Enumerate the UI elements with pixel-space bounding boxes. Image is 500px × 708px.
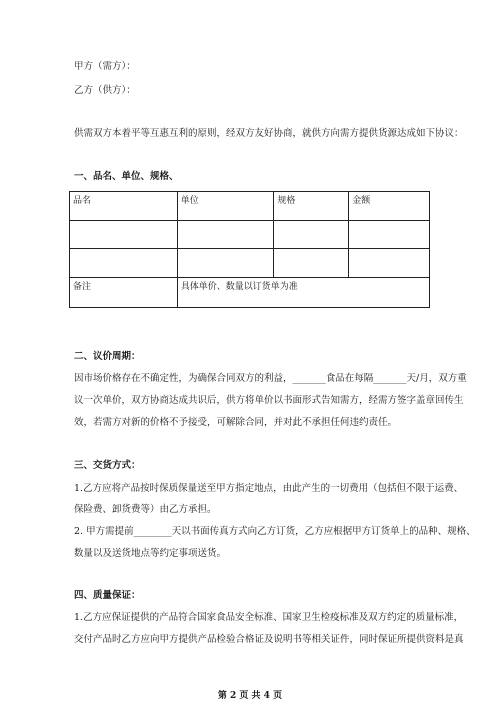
header-name: 品名 — [70, 192, 178, 221]
table-cell — [274, 221, 349, 249]
table-cell — [70, 221, 178, 249]
section3-line: 1.乙方应将产品按时保质保量送至甲方指定地点，由此产生的一切费用（包括但不限于运费、 — [74, 483, 464, 494]
section2-title: 二、议价周期： — [74, 351, 141, 362]
table-row — [70, 249, 430, 278]
table-cell — [70, 249, 178, 278]
header-unit: 单位 — [177, 192, 274, 221]
section4-line: 1.乙方应保证提供的产品符合国家食品安全标准、国家卫生检疫标准及双方约定的质量标准， — [74, 612, 464, 623]
party-b-label: 乙方（供方）： — [74, 85, 136, 96]
remark-label: 备注 — [70, 278, 178, 308]
intro-paragraph: 供需双方本着平等互惠互利的原则，经双方友好协商，就供方向需方提供货源达成如下协议： — [74, 128, 464, 139]
section2-line: 因市场价格存在不确定性，为确保合同双方的利益，_______食品在每隔_______天/月，双方重 — [74, 373, 467, 384]
table-cell — [349, 249, 430, 278]
page-number-footer: 第 2 页 共 4 页 — [217, 691, 283, 701]
section4-title: 四、质量保证： — [74, 590, 141, 601]
product-spec-table — [69, 191, 430, 308]
table-cell — [274, 249, 349, 278]
section4-line: 交付产品时乙方应向甲方提供产品检验合格证及说明书等相关证件，同时保证所提供资料是真 — [74, 634, 464, 645]
section3-title: 三、交货方式： — [74, 460, 141, 471]
section2-line: 效，若需方对新的价格不予接受，可解除合同，并对此不承担任何违约责任。 — [74, 417, 398, 428]
table-cell — [349, 221, 430, 249]
section1-title: 一、品名、单位、规格、 — [74, 171, 179, 182]
remark-text: 具体单价、数量以订货单为准 — [177, 278, 429, 308]
table-row — [70, 221, 430, 249]
header-spec: 规格 — [274, 192, 349, 221]
party-a-label: 甲方（需方）： — [74, 61, 136, 72]
table-cell — [177, 221, 274, 249]
section3-line: 2. 甲方需提前________天以书面传真方式向乙方订货，乙方应根据甲方订货单上的品种、规格、 — [74, 526, 476, 537]
table-header-row — [70, 192, 430, 221]
section3-line: 数量以及送货地点等约定事项送货。 — [74, 548, 227, 559]
section2-line: 议一次单价，双方协商达成共识后，供方将单价以书面形式告知需方，经需方签字盖章回传生 — [74, 395, 464, 406]
remark-row — [70, 278, 430, 308]
header-amount: 金额 — [349, 192, 430, 221]
section3-line: 保险费、卸货费等）由乙方承担。 — [74, 504, 217, 515]
table-cell — [177, 249, 274, 278]
